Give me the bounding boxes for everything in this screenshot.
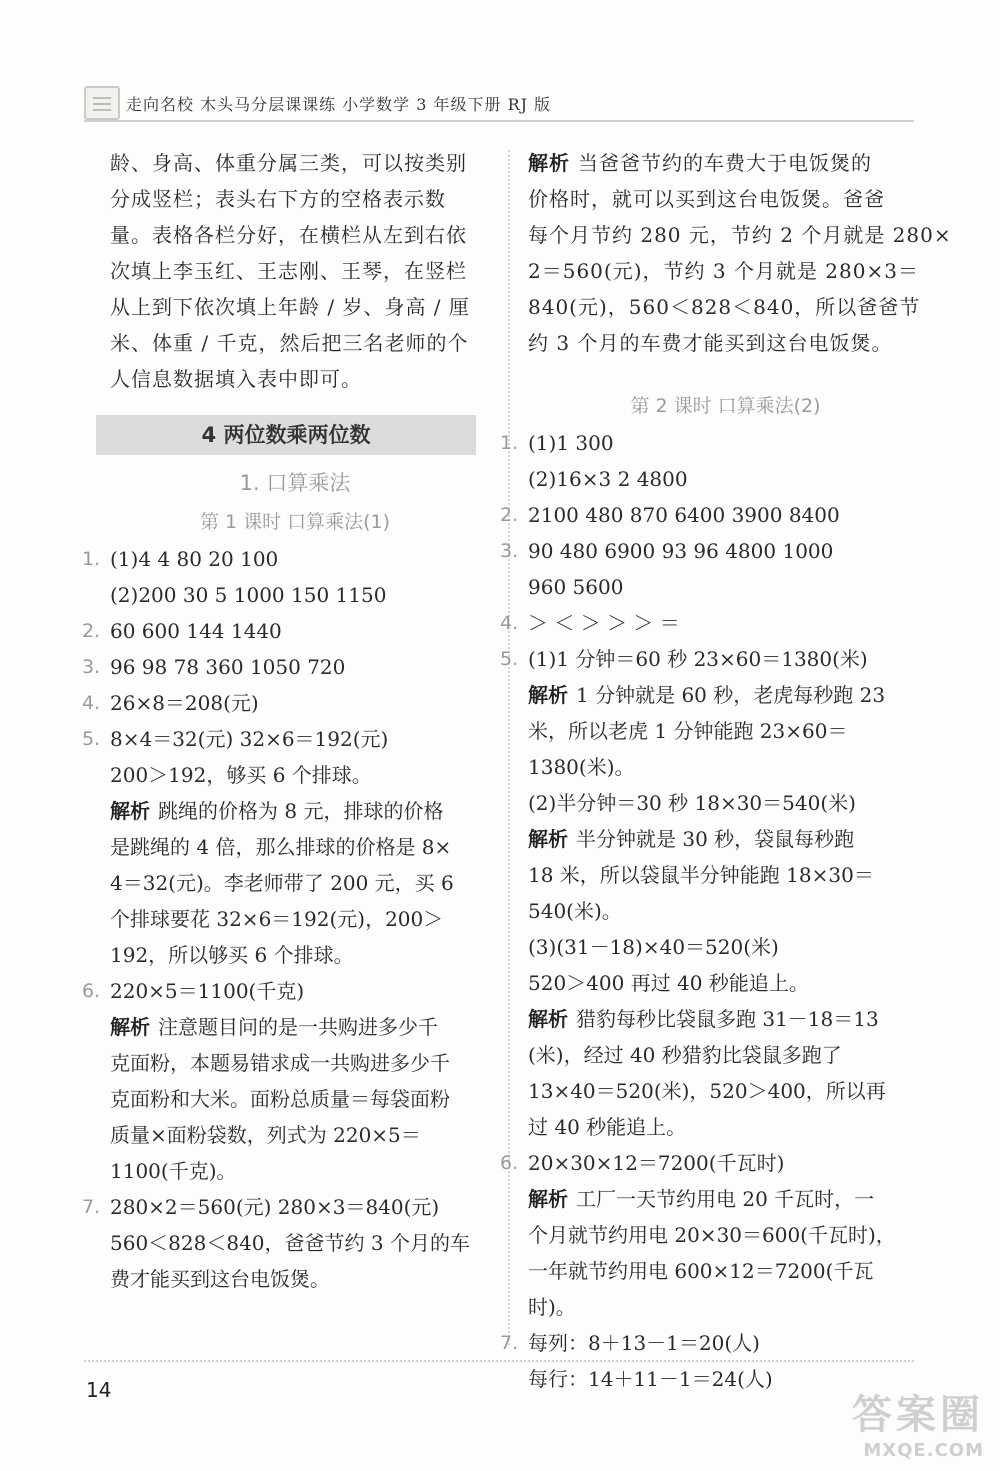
question-number: 7. bbox=[82, 1196, 101, 1218]
question-number: 7. bbox=[500, 1332, 519, 1354]
analysis-line: 1100(千克)。 bbox=[110, 1159, 237, 1183]
answer-line: 280×2＝560(元) 280×3＝840(元) bbox=[110, 1195, 440, 1219]
question-6 bbox=[500, 1145, 923, 1325]
question-3 bbox=[82, 649, 480, 685]
analysis-line: 价格时，就可以买到这台电饭煲。爸爸 bbox=[528, 187, 885, 211]
analysis-line: 克面粉，本题易错求成一共购进多少千 bbox=[110, 1051, 450, 1075]
answer-line: 60 600 144 1440 bbox=[110, 619, 282, 643]
intro-paragraph bbox=[110, 145, 480, 397]
analysis-line: 时)。 bbox=[528, 1295, 576, 1319]
header-text: 走向名校 木头马分层课课练 小学数学 3 年级下册 RJ 版 bbox=[126, 95, 552, 114]
analysis-line: 13×40＝520(米)，520＞400，所以再 bbox=[528, 1079, 886, 1103]
analysis-line: 2＝560(元)，节约 3 个月就是 280×3＝ bbox=[528, 259, 919, 283]
answer-line: 96 98 78 360 1050 720 bbox=[110, 655, 346, 679]
question-number: 2. bbox=[500, 504, 519, 526]
question-5 bbox=[82, 721, 480, 973]
analysis-line: 跳绳的价格为 8 元，排球的价格 bbox=[158, 799, 444, 823]
question-number: 5. bbox=[82, 728, 101, 750]
analysis-line: 半分钟就是 30 秒，袋鼠每秒跑 bbox=[576, 827, 855, 851]
answer-line: 8×4＝32(元) 32×6＝192(元) bbox=[110, 727, 389, 751]
analysis-label: 解析 bbox=[528, 1187, 568, 1211]
answer-line: ＞ ＜ ＞ ＞ ＞ ＝ bbox=[528, 611, 680, 635]
text-line: 人信息数据填入表中即可。 bbox=[110, 367, 362, 391]
answer-line: 520＞400 再过 40 秒能追上。 bbox=[528, 971, 809, 995]
analysis-line: 是跳绳的 4 倍，那么排球的价格是 8× bbox=[110, 835, 452, 859]
question-number: 5. bbox=[500, 648, 519, 670]
watermark-url: MXQE.COM bbox=[863, 1440, 984, 1461]
answer-line: 每行：14＋11－1＝24(人) bbox=[528, 1367, 773, 1391]
answer-line: (1)4 4 80 20 100 bbox=[110, 547, 279, 571]
lesson-title: 第 1 课时 口算乘法(1) bbox=[199, 511, 391, 533]
answer-line: 560＜828＜840，爸爸节约 3 个月的车 bbox=[110, 1231, 470, 1255]
continued-analysis bbox=[528, 145, 952, 361]
question-number: 3. bbox=[500, 540, 519, 562]
left-column bbox=[82, 145, 480, 1297]
section-title: 1. 口算乘法 bbox=[239, 471, 351, 495]
answer-line: 2100 480 870 6400 3900 8400 bbox=[528, 503, 840, 527]
answer-line: (1)1 分钟＝60 秒 23×60＝1380(米) bbox=[528, 647, 868, 671]
question-1 bbox=[82, 541, 480, 613]
analysis-line: 当爸爸节约的车费大于电饭煲的 bbox=[578, 151, 872, 175]
answer-line: 费才能买到这台电饭煲。 bbox=[110, 1267, 330, 1291]
analysis-line: 克面粉和大米。面粉总质量＝每袋面粉 bbox=[110, 1087, 450, 1111]
question-number: 2. bbox=[82, 620, 101, 642]
analysis-line: 约 3 个月的车费才能买到这台电饭煲。 bbox=[528, 331, 893, 355]
book-icon bbox=[84, 86, 120, 120]
text-line: 米、体重 / 千克，然后把三名老师的个 bbox=[110, 331, 469, 355]
question-2 bbox=[82, 613, 480, 649]
page-number: 14 bbox=[86, 1378, 112, 1402]
analysis-line: 18 米，所以袋鼠半分钟能跑 18×30＝ bbox=[528, 863, 874, 887]
question-5 bbox=[500, 641, 923, 1145]
analysis-line: 米，所以老虎 1 分钟能跑 23×60＝ bbox=[528, 719, 848, 743]
analysis-line: 猎豹每秒比袋鼠多跑 31－18＝13 bbox=[576, 1007, 879, 1031]
answer-line: 每列：8＋13－1＝20(人) bbox=[528, 1331, 760, 1355]
text-line: 量。表格各栏分好，在横栏从左到右依 bbox=[110, 223, 467, 247]
text-line: 分成竖栏；表头右下方的空格表示数 bbox=[110, 187, 446, 211]
analysis-line: 4＝32(元)。李老师带了 200 元，买 6 bbox=[110, 871, 454, 895]
answer-line: (2)半分钟＝30 秒 18×30＝540(米) bbox=[528, 791, 856, 815]
question-3 bbox=[500, 533, 923, 605]
spacer bbox=[528, 361, 923, 387]
question-4 bbox=[500, 605, 923, 641]
question-4 bbox=[82, 685, 480, 721]
question-2 bbox=[500, 497, 923, 533]
text-line: 从上到下依次填上年龄 / 岁、身高 / 厘 bbox=[110, 295, 470, 319]
analysis-label: 解析 bbox=[110, 1015, 150, 1039]
analysis-line: 一年就节约用电 600×12＝7200(千瓦 bbox=[528, 1259, 874, 1283]
analysis-line: (米)，经过 40 秒猎豹比袋鼠多跑了 bbox=[528, 1043, 842, 1067]
answer-line: 960 5600 bbox=[528, 575, 624, 599]
text-line: 次填上李玉红、王志刚、王琴，在竖栏 bbox=[110, 259, 467, 283]
question-1 bbox=[500, 425, 923, 497]
question-7 bbox=[82, 1189, 480, 1297]
analysis-label: 解析 bbox=[528, 683, 568, 707]
question-number: 4. bbox=[500, 612, 519, 634]
answer-line: (2)200 30 5 1000 150 1150 bbox=[110, 583, 387, 607]
answer-line: (1)1 300 bbox=[528, 431, 614, 455]
analysis-line: 192，所以够买 6 个排球。 bbox=[110, 943, 354, 967]
analysis-label: 解析 bbox=[528, 1007, 568, 1031]
watermark bbox=[852, 1383, 984, 1461]
question-number: 1. bbox=[500, 432, 519, 454]
analysis-line: 个排球要花 32×6＝192(元)，200＞ bbox=[110, 907, 444, 931]
question-number: 4. bbox=[82, 692, 101, 714]
answer-line: 90 480 6900 93 96 4800 1000 bbox=[528, 539, 834, 563]
analysis-line: 1 分钟就是 60 秒，老虎每秒跑 23 bbox=[576, 683, 886, 707]
answer-line: (2)16×3 2 4800 bbox=[528, 467, 688, 491]
chapter-title: 4 两位数乘两位数 bbox=[201, 423, 371, 447]
analysis-line: 每个月节约 280 元，节约 2 个月就是 280× bbox=[528, 223, 952, 247]
analysis-label: 解析 bbox=[528, 827, 568, 851]
analysis-label: 解析 bbox=[110, 799, 150, 823]
watermark-logo-text: 答案圈 bbox=[852, 1392, 984, 1438]
right-column bbox=[500, 145, 952, 1397]
analysis-label: 解析 bbox=[528, 151, 570, 175]
chapter-heading bbox=[96, 415, 476, 455]
answer-line: 200＞192，够买 6 个排球。 bbox=[110, 763, 372, 787]
answer-line: 20×30×12＝7200(千瓦时) bbox=[528, 1151, 785, 1175]
analysis-line: 840(元)，560＜828＜840，所以爸爸节 bbox=[528, 295, 921, 319]
question-number: 1. bbox=[82, 548, 101, 570]
header-rule bbox=[84, 120, 914, 122]
answer-line: 220×5＝1100(千克) bbox=[110, 979, 305, 1003]
question-number: 6. bbox=[82, 980, 101, 1002]
question-6 bbox=[82, 973, 480, 1189]
analysis-line: 质量×面粉袋数，列式为 220×5＝ bbox=[110, 1123, 421, 1147]
analysis-line: 个月就节约用电 20×30＝600(千瓦时)， bbox=[528, 1223, 896, 1247]
question-number: 3. bbox=[82, 656, 101, 678]
footer-rule bbox=[84, 1360, 914, 1362]
analysis-line: 1380(米)。 bbox=[528, 755, 635, 779]
analysis-line: 过 40 秒能追上。 bbox=[528, 1115, 687, 1139]
analysis-line: 工厂一天节约用电 20 千瓦时，一 bbox=[576, 1187, 875, 1211]
answer-line: 26×8＝208(元) bbox=[110, 691, 259, 715]
text-line: 龄、身高、体重分属三类，可以按类别 bbox=[110, 151, 467, 175]
question-number: 6. bbox=[500, 1152, 519, 1174]
lesson-title: 第 2 课时 口算乘法(2) bbox=[630, 395, 821, 417]
analysis-line: 540(米)。 bbox=[528, 899, 622, 923]
analysis-line: 注意题目问的是一共购进多少千 bbox=[158, 1015, 438, 1039]
answer-line: (3)(31－18)×40＝520(米) bbox=[528, 935, 779, 959]
